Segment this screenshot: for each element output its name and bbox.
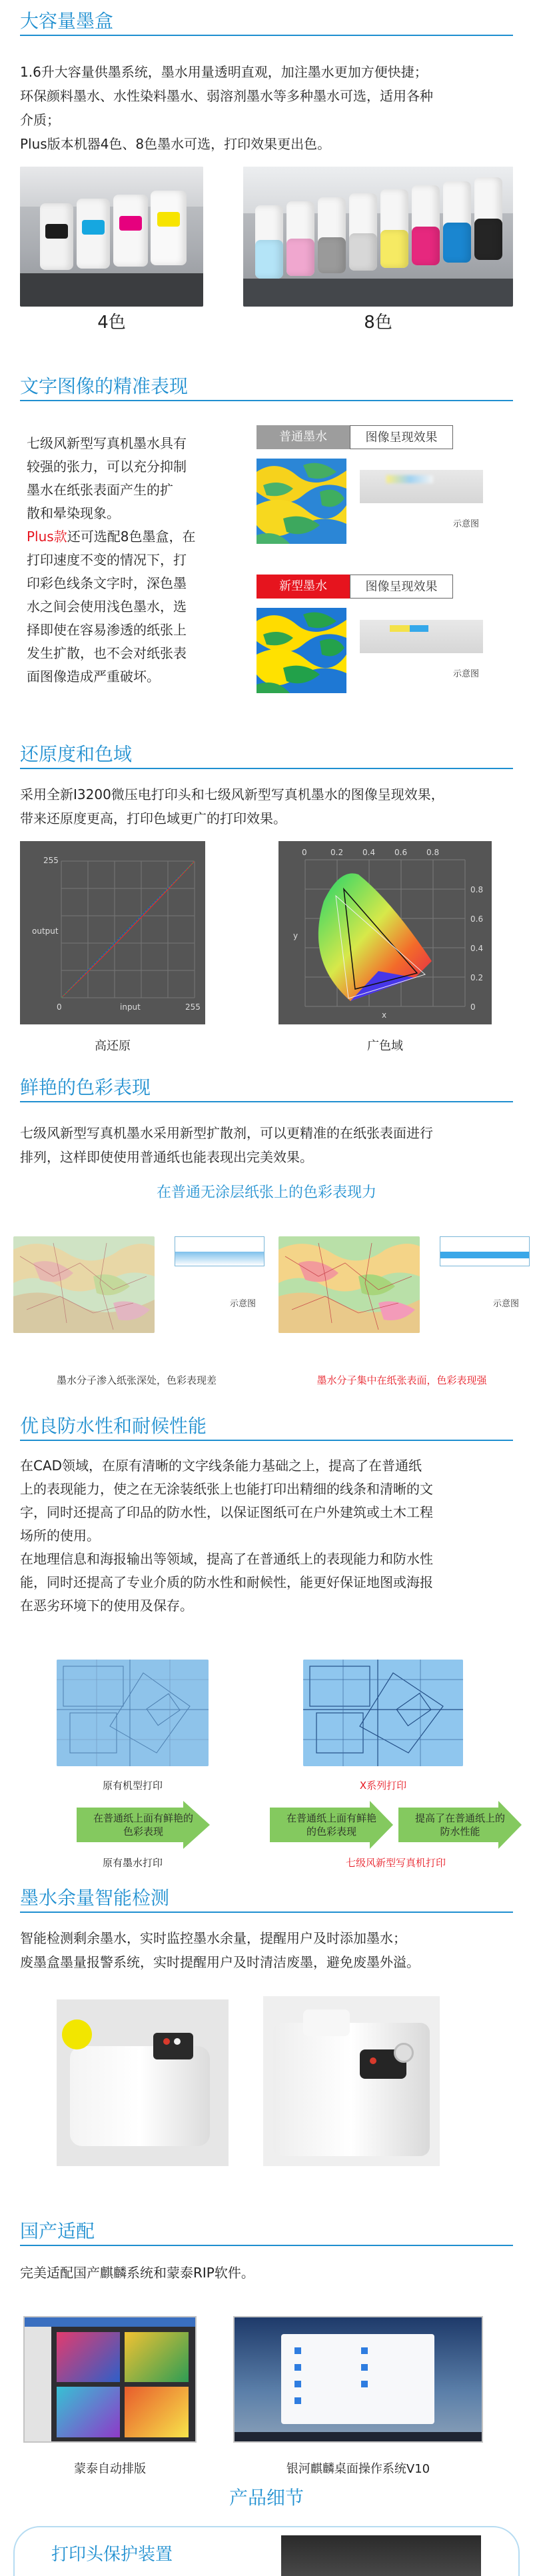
paragraph-line: 水之间会使用浅色墨水，选 [27, 599, 187, 615]
color-gamut-chart [278, 841, 492, 1024]
ink-penetration-diagram [175, 1236, 265, 1266]
ordinary-ink-sample-image [257, 459, 346, 544]
x-axis-label: x [382, 1010, 387, 1020]
precision-text-block [27, 432, 227, 688]
blueprint-print-original [57, 1660, 209, 1766]
x-axis-label: input [120, 1002, 141, 1012]
ink-tank-4color-photo [20, 167, 203, 307]
x-tick: 0.8 [426, 848, 440, 857]
paragraph-line: 印彩色线条文字时，深色墨 [27, 575, 187, 591]
section-title: 国产适配 [20, 2220, 95, 2242]
arrow-benefit-waterproof [398, 1801, 522, 1849]
section-product-details-title: 产品细节 [229, 2487, 304, 2509]
paragraph-line: 环保颜料墨水、水性染料墨水、弱溶剂墨水等多种墨水可选，适用各种 [20, 88, 433, 104]
paragraph-line: 字，同时还提高了印品的防水性，以保证图纸可在户外建筑或土木工程 [20, 1504, 433, 1520]
paragraph-line: 打印速度不变的情况下，打 [27, 552, 187, 568]
paragraph-line: 能，同时还提高了专业介质的防水性和耐候性，能更好保证地图或海报 [20, 1574, 433, 1590]
section-domestic-adaptation [0, 2210, 533, 2285]
paragraph-line: 七级风新型写真机墨水采用新型扩散剂，可以更精准的在纸张表面进行 [20, 1125, 433, 1141]
image-effect-label: 图像呈现效果 [350, 425, 453, 449]
ink-bottle-small-photo [57, 1999, 229, 2166]
paragraph-line: 较强的张力，可以充分抑制 [27, 459, 187, 475]
y-tick: 0.4 [470, 944, 484, 953]
paragraph-line: 面图像造成严重破坏。 [27, 668, 160, 684]
paragraph-line: 七级风新型写真机墨水具有 [27, 435, 187, 451]
paragraph-line: 上的表现能力，使之在无涂装纸张上也能打印出精细的线条和清晰的文 [20, 1481, 433, 1497]
photo-caption: 4色 [97, 313, 126, 333]
section-ink-level-detection [0, 1877, 533, 1974]
arrow-benefit-vivid [77, 1801, 210, 1849]
arrow-text: 提高了在普通纸上的防水性能 [414, 1812, 505, 1838]
image-effect-label: 图像呈现效果 [350, 575, 453, 599]
chart-caption: 广色域 [367, 1039, 403, 1053]
ink-surface-diagram [440, 1236, 530, 1266]
y-tick: 0.8 [470, 885, 484, 894]
section-body [20, 1441, 513, 1618]
rip-software-screenshot [23, 2316, 197, 2443]
section-title: 大容量墨盒 [20, 10, 114, 32]
plus-highlight: Plus款 [27, 529, 67, 545]
arrow-text: 在普通纸上面有鲜艳的色彩表现 [286, 1812, 376, 1838]
screenshot-caption: 蒙泰自动排版 [74, 2462, 146, 2476]
diagram-note: 示意图 [453, 669, 480, 679]
section-text-image-precision [0, 365, 533, 401]
printhead-guard-photo [281, 2535, 481, 2576]
y-tick: 0.2 [470, 973, 484, 982]
x-tick: 0.2 [330, 848, 344, 857]
diagram-note: 示意图 [230, 1299, 257, 1309]
fidelity-curve-chart [20, 841, 205, 1024]
map-caption-highlight: 墨水分子集中在纸张表面，色彩表现强 [316, 1374, 487, 1386]
section-title: 优良防水性和耐候性能 [20, 1415, 207, 1437]
ordinary-ink-label: 普通墨水 [257, 425, 350, 449]
section-title: 还原度和色域 [20, 743, 133, 765]
blueprint-bottom-caption-highlight: 七级风新型写真机打印 [345, 1857, 446, 1869]
section-body [20, 2246, 513, 2285]
paragraph-line: 智能检测剩余墨水，实时监控墨水余量，提醒用户及时添加墨水； [20, 1930, 406, 1946]
paragraph-line: 在CAD领域，在原有清晰的文字线条能力基础之上，提高了在普通纸 [20, 1458, 422, 1474]
arrow-text: 在普通纸上面有鲜艳的色彩表现 [93, 1812, 193, 1838]
section-vivid-color [0, 1066, 533, 1202]
section-title: 文字图像的精准表现 [20, 375, 189, 397]
section-body [20, 1102, 513, 1169]
section-title: 鲜艳的色彩表现 [20, 1076, 151, 1098]
paragraph-line: 采用全新I3200微压电打印头和七级风新型写真机墨水的图像呈现效果， [20, 786, 444, 802]
diagram-note: 示意图 [453, 519, 480, 529]
paragraph-line: 在地理信息和海报输出等领域，提高了在普通纸上的表现能力和防水性 [20, 1551, 433, 1567]
detail-card-title: 打印头保护装置 [51, 2545, 173, 2565]
blueprint-bottom-caption: 原有墨水打印 [102, 1857, 163, 1869]
x-axis-zero-tick: 0 [57, 1002, 62, 1012]
section-body [20, 36, 513, 156]
screenshot-caption: 银河麒麟桌面操作系统V10 [286, 2462, 430, 2476]
map-print-new [278, 1236, 420, 1333]
kylin-os-screenshot [233, 2316, 483, 2443]
paragraph-line: Plus版本机器4色、8色墨水可选，打印效果更出色。 [20, 136, 331, 152]
paragraph-line: 择即使在容易渗透的纸张上 [27, 622, 187, 638]
paragraph-line: 带来还原度更高，打印色域更广的打印效果。 [20, 810, 286, 826]
paragraph-line: 墨水在纸张表面产生的扩 [27, 482, 173, 498]
diagram-note: 示意图 [493, 1299, 520, 1309]
paragraph-line: 场所的使用。 [20, 1528, 100, 1544]
detail-card [13, 2526, 520, 2576]
ink-tank-8color-photo [243, 167, 513, 307]
y-axis-label: y [293, 931, 298, 940]
paragraph-line: 介质； [20, 112, 60, 128]
x-tick: 0 [302, 848, 307, 857]
paragraph-line: 完美适配国产麒麟系统和蒙泰RIP软件。 [20, 2265, 255, 2281]
photo-caption: 8色 [364, 313, 392, 333]
chart-caption: 高还原 [95, 1039, 131, 1053]
section-fidelity-gamut [0, 733, 533, 830]
y-tick: 0 [470, 1002, 476, 1012]
paragraph-line: 在恶劣环境下的使用及保存。 [20, 1598, 193, 1614]
section-waterproof [0, 1405, 533, 1618]
paragraph-line: 散和晕染现象。 [27, 505, 120, 521]
x-axis-end-tick: 255 [185, 1002, 201, 1012]
new-ink-sample-image [257, 608, 346, 693]
paragraph-line: 排列，这样即使使用普通纸也能表现出完美效果。 [20, 1149, 313, 1165]
blueprint-caption-highlight: X系列打印 [359, 1780, 407, 1792]
new-ink-label: 新型墨水 [257, 575, 350, 599]
paragraph-line: 1.6升大容量供墨系统，墨水用量透明直观，加注墨水更加方便快捷； [20, 64, 428, 80]
ink-bottle-large-photo [263, 1996, 440, 2166]
map-print-ordinary [13, 1236, 155, 1333]
section-body [20, 769, 513, 830]
paragraph-line: 废墨盒墨量报警系统，实时提醒用户及时清洁废墨，避免废墨外溢。 [20, 1954, 420, 1970]
section-large-capacity [0, 0, 533, 156]
blueprint-print-x-series [303, 1660, 463, 1766]
x-tick: 0.6 [394, 848, 408, 857]
map-caption: 墨水分子渗入纸张深处，色彩表现差 [56, 1374, 217, 1386]
section-title: 墨水余量智能检测 [20, 1887, 170, 1909]
new-ink-diagram [360, 620, 483, 653]
paragraph-line: 发生扩散，也不会对纸张表 [27, 645, 187, 661]
plus-rest-text: 还可选配8色墨盒，在 [67, 529, 196, 545]
section-body [20, 1913, 513, 1974]
arrow-benefit-vivid [270, 1801, 393, 1849]
y-axis-label: output [32, 926, 59, 936]
y-axis-top-tick: 255 [43, 856, 59, 865]
x-tick: 0.4 [362, 848, 376, 857]
y-tick: 0.6 [470, 914, 484, 924]
vivid-subtitle: 在普通无涂层纸张上的色彩表现力 [156, 1184, 376, 1201]
section-rule [20, 400, 513, 401]
paragraph-line [27, 525, 227, 549]
blueprint-caption: 原有机型打印 [102, 1780, 163, 1792]
ordinary-ink-diagram [360, 470, 483, 503]
